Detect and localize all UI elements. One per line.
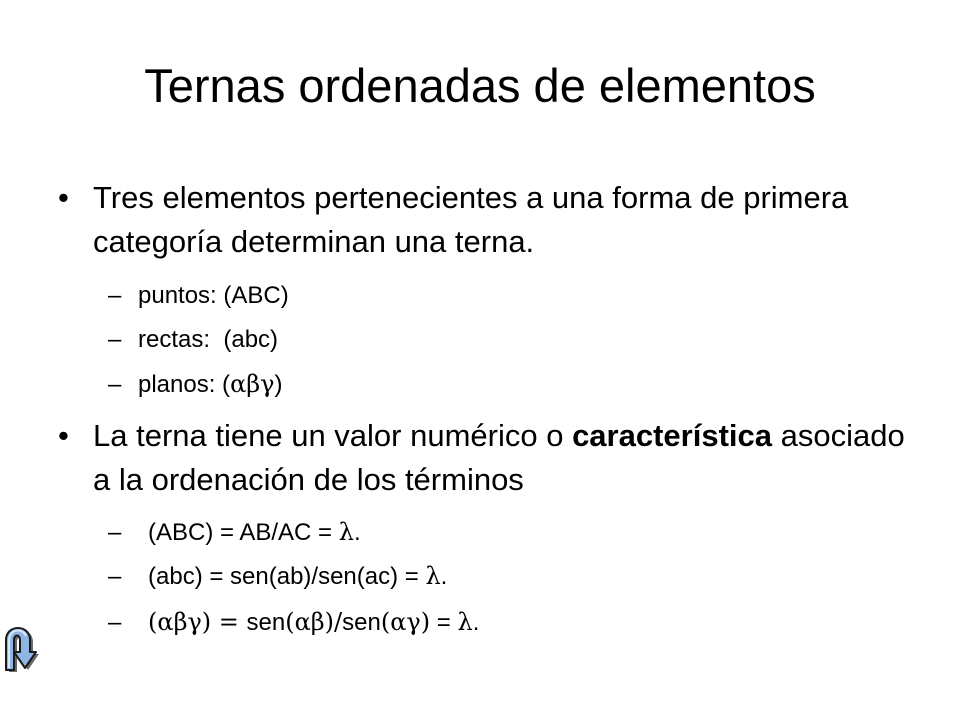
bullet-marker: • <box>58 418 69 453</box>
lambda-symbol: λ <box>457 608 473 636</box>
sub-item-dash: – <box>108 519 122 546</box>
sub-item-dash: – <box>108 282 122 309</box>
sub-item-text: (abc) = sen(ab)/sen(ac) = <box>148 563 426 590</box>
sub-item-text: planos: ( <box>138 371 231 398</box>
bullet-text: Tres elementos pertenecientes a una forma de primera categoría determinan una terna. <box>93 180 849 259</box>
bullet-text-bold: característica <box>572 418 772 453</box>
sub-item-text-after: ) <box>274 371 283 398</box>
sub-item-abc-points <box>108 516 361 549</box>
bullet-text-after: asociado a la ordenación de los términos <box>93 418 914 497</box>
sub-item-text: rectas: (abc) <box>138 326 279 353</box>
formula-text-part: . <box>472 609 480 636</box>
greek-formula-part: (αβ)/ <box>285 608 343 636</box>
greek-symbols: αβγ <box>230 370 275 398</box>
sub-item-planes-formula <box>108 606 479 639</box>
bullet-marker: • <box>58 180 69 215</box>
sub-item-text-after: . <box>440 563 448 590</box>
lambda-symbol: λ <box>338 518 354 546</box>
formula-text-part: sen <box>342 609 381 636</box>
sub-item-text-after: . <box>353 519 361 546</box>
bullet-text-before: La terna tiene un valor numérico o <box>93 418 573 453</box>
bullet-text <box>93 414 928 502</box>
sub-item-dash: – <box>108 326 122 353</box>
return-arrow-icon <box>0 618 46 672</box>
sub-item-dash: – <box>108 371 122 398</box>
sub-item-planos <box>108 368 283 401</box>
formula-text-part: sen <box>246 609 286 636</box>
return-nav-button[interactable] <box>0 618 46 672</box>
slide-title: Ternas ordenadas de elementos <box>144 59 816 112</box>
sub-item-text: (ABC) = AB/AC = <box>148 519 339 546</box>
greek-formula-part: (αγ) <box>380 608 431 636</box>
sub-item-puntos <box>108 280 289 312</box>
sub-item-text: puntos: (ABC) <box>138 282 289 309</box>
sub-item-abc-lines <box>108 560 447 593</box>
bullet-item-2 <box>58 414 928 502</box>
sub-item-dash: – <box>108 563 122 590</box>
sub-item-rectas <box>108 324 278 356</box>
bullet-item-1 <box>58 176 928 264</box>
greek-formula-part: (αβγ) = <box>148 608 247 636</box>
sub-item-dash: – <box>108 609 122 636</box>
formula-text-part: = <box>430 609 458 636</box>
lambda-symbol: λ <box>425 562 441 590</box>
